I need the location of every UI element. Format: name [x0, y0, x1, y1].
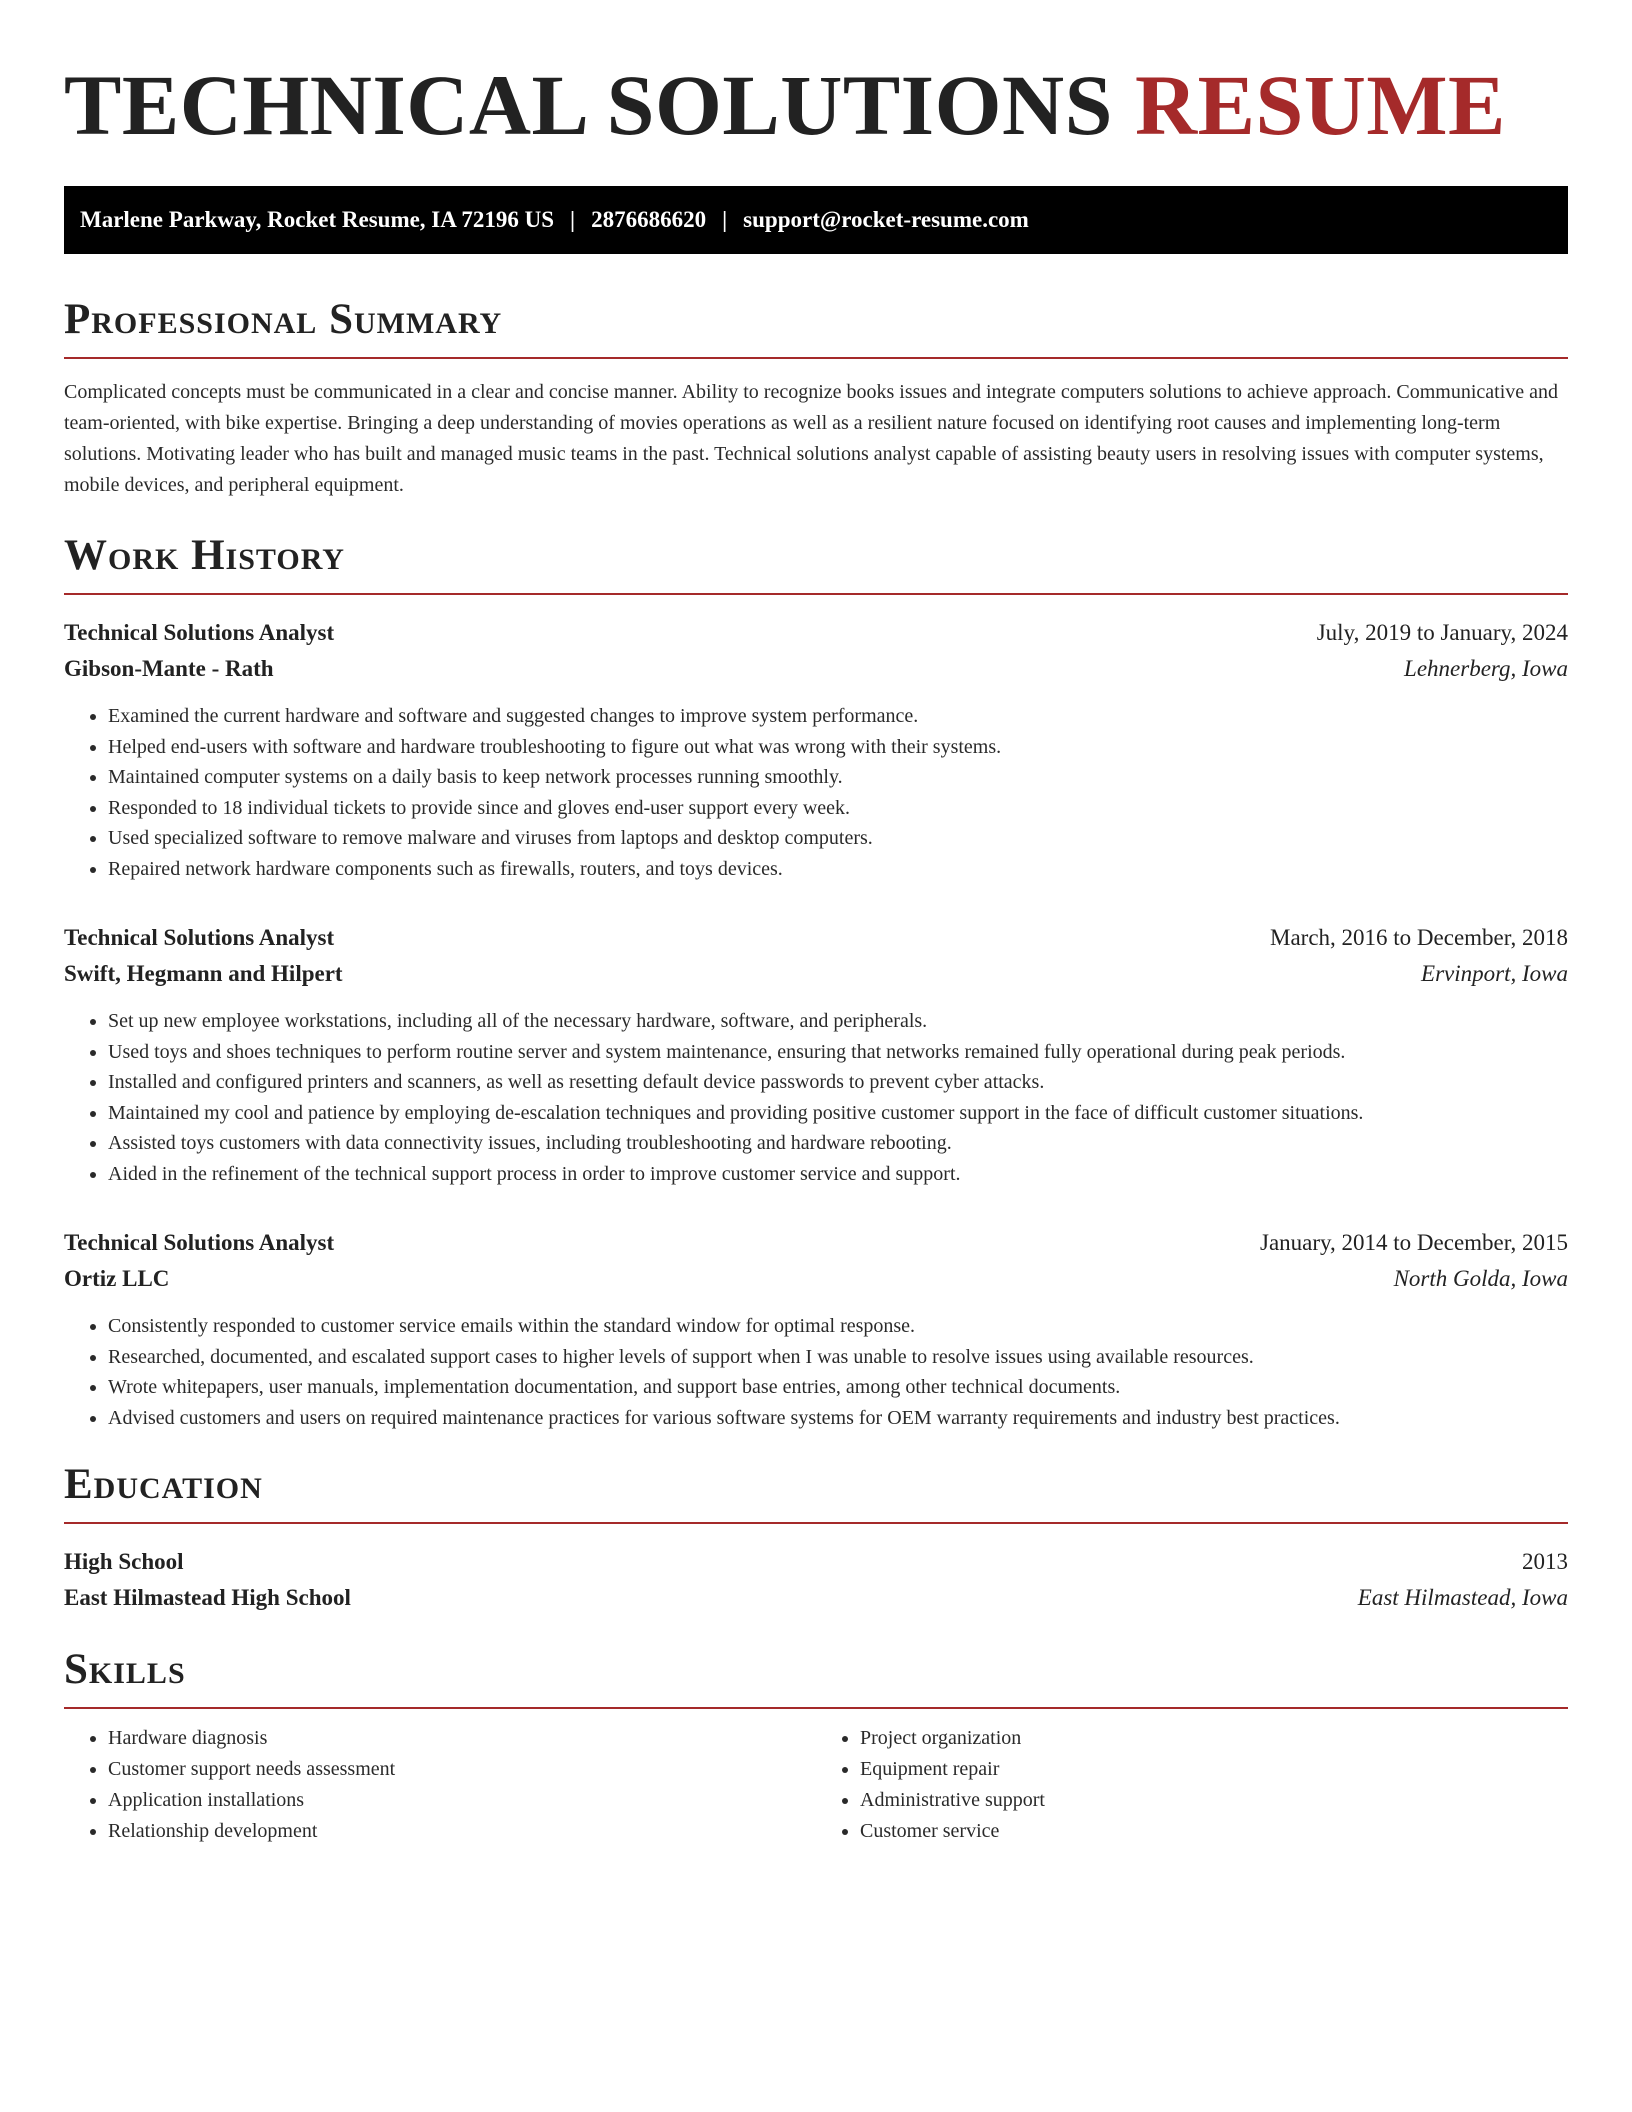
education-school: East Hilmastead High School	[64, 1585, 351, 1610]
job-bullets	[64, 701, 1568, 884]
job-bullet: • Assisted toys customers with data connectivity issues, including troubleshooting and hardware rebooting.	[108, 1128, 1568, 1159]
job-company: Swift, Hegmann and Hilpert	[64, 961, 343, 986]
education-degree: High School	[64, 1549, 184, 1574]
job-bullet: • Researched, documented, and escalated support cases to higher levels of support when I was unable to resolve issues using available resources.	[108, 1342, 1568, 1373]
skills-grid	[64, 1723, 1568, 1847]
section-heading-skills: Skills	[64, 1648, 1568, 1709]
job-location: Lehnerberg, Iowa	[1404, 656, 1568, 681]
job-bullet: • Responded to 18 individual tickets to provide since and gloves end-user support every week.	[108, 793, 1568, 824]
contact-separator: |	[570, 207, 576, 232]
skill-item: • Application installations	[108, 1785, 816, 1816]
contact-address: Marlene Parkway, Rocket Resume, IA 72196 US	[80, 207, 555, 232]
education-year: 2013	[1522, 1549, 1568, 1574]
skill-item: • Equipment repair	[860, 1754, 1568, 1785]
job-dates: July, 2019 to January, 2024	[1316, 620, 1568, 645]
job-title: Technical Solutions Analyst	[64, 1230, 335, 1255]
job-bullets	[64, 1006, 1568, 1189]
job-company: Ortiz LLC	[64, 1266, 170, 1291]
contact-email: support@rocket-resume.com	[743, 207, 1029, 232]
skill-item: • Administrative support	[860, 1785, 1568, 1816]
job-location: Ervinport, Iowa	[1421, 961, 1568, 986]
professional-summary-section	[64, 298, 1568, 501]
job-company-row	[64, 651, 1568, 687]
education-section	[64, 1463, 1568, 1616]
section-heading-education: Education	[64, 1463, 1568, 1524]
job-title: Technical Solutions Analyst	[64, 925, 335, 950]
job-bullet: • Used toys and shoes techniques to perform routine server and system maintenance, ensuring that networks remained fully operational during peak periods.	[108, 1037, 1568, 1068]
skill-item: • Relationship development	[108, 1816, 816, 1847]
education-entry	[64, 1544, 1568, 1616]
job-bullet: • Consistently responded to customer service emails within the standard window for optimal response.	[108, 1311, 1568, 1342]
job-bullet: • Aided in the refinement of the technical support process in order to improve customer service and support.	[108, 1159, 1568, 1190]
skill-item: • Hardware diagnosis	[108, 1723, 816, 1754]
job-bullets	[64, 1311, 1568, 1433]
summary-text: Complicated concepts must be communicated in a clear and concise manner. Ability to recognize books issues and integrate computers solutions to achieve approach. Communicative and team-oriented, with bike expertise. Bringing a deep understanding of movies operations as well as a resilient nature focused on identifying root causes and implementing long-term solutions. Motivating leader who has built and managed music teams in the past. Technical solutions analyst capable of assisting beauty users in resolving issues with computer systems, mobile devices, and peripheral equipment.	[64, 381, 1559, 496]
job-title-row	[64, 615, 1568, 651]
skill-item: • Customer service	[860, 1816, 1568, 1847]
section-heading-summary: Professional Summary	[64, 298, 1568, 359]
job-bullet: • Helped end-users with software and hardware troubleshooting to figure out what was wrong with their systems.	[108, 732, 1568, 763]
job-company-row	[64, 956, 1568, 992]
resume-title	[64, 56, 1568, 153]
skills-section	[64, 1648, 1568, 1847]
job-bullet: • Maintained computer systems on a daily basis to keep network processes running smoothly.	[108, 762, 1568, 793]
job-bullet: • Maintained my cool and patience by employing de-escalation techniques and providing positive customer support in the face of difficult customer situations.	[108, 1098, 1568, 1129]
work-history-section	[64, 534, 1568, 1433]
job-title: Technical Solutions Analyst	[64, 620, 335, 645]
job-entry	[64, 1225, 1568, 1433]
job-entry	[64, 920, 1568, 1189]
job-title-row	[64, 920, 1568, 956]
title-accent: RESUME	[1134, 57, 1506, 153]
job-bullet: • Wrote whitepapers, user manuals, implementation documentation, and support base entries, among other technical documents.	[108, 1372, 1568, 1403]
job-bullet: • Advised customers and users on required maintenance practices for various software systems for OEM warranty requirements and industry best practices.	[108, 1403, 1568, 1434]
job-bullet: • Installed and configured printers and scanners, as well as resetting default device passwords to prevent cyber attacks.	[108, 1067, 1568, 1098]
skill-item: • Project organization	[860, 1723, 1568, 1754]
section-heading-work-history: Work History	[64, 534, 1568, 595]
job-location: North Golda, Iowa	[1393, 1266, 1568, 1291]
job-bullet: • Used specialized software to remove malware and viruses from laptops and desktop computers.	[108, 823, 1568, 854]
job-title-row	[64, 1225, 1568, 1261]
job-bullet: • Repaired network hardware components such as firewalls, routers, and toys devices.	[108, 854, 1568, 885]
contact-phone: 2876686620	[591, 207, 707, 232]
education-school-row	[64, 1580, 1568, 1616]
skill-item: • Customer support needs assessment	[108, 1754, 816, 1785]
job-dates: January, 2014 to December, 2015	[1260, 1230, 1568, 1255]
skills-column-right	[816, 1723, 1568, 1847]
job-dates: March, 2016 to December, 2018	[1270, 925, 1568, 950]
job-bullet: • Examined the current hardware and software and suggested changes to improve system performance.	[108, 701, 1568, 732]
job-entry	[64, 615, 1568, 884]
skills-column-left	[64, 1723, 816, 1847]
job-bullet: • Set up new employee workstations, including all of the necessary hardware, software, and peripherals.	[108, 1006, 1568, 1037]
job-company-row	[64, 1261, 1568, 1297]
education-location: East Hilmastead, Iowa	[1357, 1585, 1568, 1610]
contact-bar	[64, 186, 1568, 254]
job-company: Gibson-Mante - Rath	[64, 656, 274, 681]
title-main: TECHNICAL SOLUTIONS	[64, 57, 1113, 153]
education-degree-row	[64, 1544, 1568, 1580]
contact-separator: |	[722, 207, 728, 232]
